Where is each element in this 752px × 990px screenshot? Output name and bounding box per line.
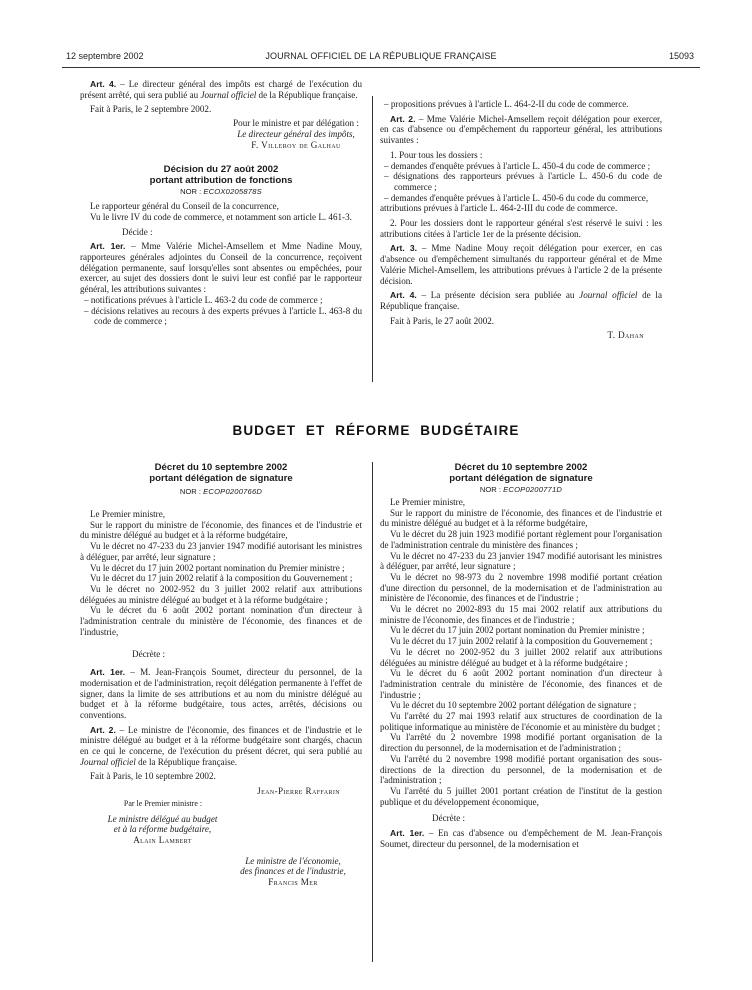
article-1: Art. 1er. – M. Jean-François Soumet, directeur du personnel, de la modernisation et de l'administration, reçoit délégation permanente à l'effet de signer, dans la limite de ses attributions et au nom du ministre délégué au budget et à la réforme budgétaire, tous actes, arrêtés, décisions ou conventions. <box>80 667 362 720</box>
fait-a-paris: Fait à Paris, le 2 septembre 2002. <box>90 104 212 115</box>
decree-heading <box>380 462 662 495</box>
header-rule <box>62 67 700 68</box>
article-1: Art. 1er. – En cas d'absence ou d'empêchement de M. Jean-François Soumet, directeur du personnel, de la modernisation et <box>380 828 662 849</box>
article-2: Art. 2. – Mme Valérie Michel-Amsellem reçoit délégation pour exercer, en cas d'absence ou d'empêchement du rapporteur général, les attributions suivantes : <box>380 113 662 146</box>
decision-heading <box>80 164 362 197</box>
decision-subtitle: portant attribution de fonctions <box>149 175 293 187</box>
decrete-label: Décrète : <box>432 813 466 824</box>
article-2: Art. 2. – Le ministre de l'économie, des finances et de l'industrie et le ministre délégué au budget et à la réforme budgétaire sont chargés, chacun en ce qui le concerne, de l'exécution du présent décret, qui sera publié au Journal officiel de la République française. <box>80 724 362 767</box>
signature-block: Pour le ministre et par délégation : Le directeur général des impôts, F. Villeroy de Galhau <box>230 118 362 150</box>
list-item: – décisions relatives au recours à des experts prévues à l'article L. 463-8 du code de commerce ; <box>84 305 362 327</box>
par-premier-ministre: Par le Premier ministre : <box>123 798 203 808</box>
decrete-label: Décrète : <box>132 649 166 660</box>
decide-label: Décide : <box>122 226 153 237</box>
decision-title: Décision du 27 août 2002 <box>163 164 279 176</box>
list-item: – désignations des rapporteurs prévues à l'article L. 450-6 du code de commerce ; <box>384 171 662 192</box>
article-1: Art. 1er. – Mme Valérie Michel-Amsellem et Mme Nadine Mouy, rapporteures générales adjointes du Conseil de la concurrence, reçoivent délégation permanente, sauf lorsqu'elles sont absentes ou empêchées, pour exercer, au sujet des dossiers dont le suivi leur est confié par le rapporteur général, les attributions suivantes : <box>80 241 362 295</box>
decree-title: Décret du 10 septembre 2002 <box>154 462 288 473</box>
nor-reference: NOR : ECOX0205878S <box>180 187 262 197</box>
nor-reference: NOR : ECOP0200771D <box>479 485 563 494</box>
visas: Le Premier ministre, Sur le rapport du ministre de l'économie, des finances et de l'industrie et du ministre délégué au budget et à la réforme budgétaire, Vu le décret no 47-233 du 23 janvier 1947 modifié autorisant les ministres à déléguer, par arrêté, leur signature ; Vu le décret du 17 juin 2002 portant nomination du Premier ministre ; Vu le décret du 17 juin 2002 relatif à la composition du Gouvernement ; Vu le décret no 2002-952 du 3 juillet 2002 relatif aux attributions déléguées au ministre délégué au budget et à la réforme budgétaire ; Vu le décret du 6 août 2002 portant nomination d'un directeur à l'administration centrale du ministère de l'économie, des finances et de l'industrie, <box>80 509 362 637</box>
running-head <box>62 51 700 65</box>
journal-title: JOURNAL OFFICIEL DE LA RÉPUBLIQUE FRANÇAISE <box>265 51 497 61</box>
list-item: – notifications prévues à l'article L. 463-2 du code de commerce ; <box>84 294 323 305</box>
minister-budget-signature: Le ministre délégué au budget et à la réforme budgétaire, Alain Lambert <box>107 813 218 845</box>
issue-date: 12 septembre 2002 <box>66 51 144 61</box>
bottom-left-column: Décret du 10 septembre 2002 portant délégation de signature NOR : ECOP0200766D Le Premier ministre, Sur le rapport du ministre de l'économie, des finances et de l'industrie et du ministre délégué au budget et à la réforme budgétaire, Vu le décret no 47-233 du 23 janvier 1947 modifié autorisant les ministres à déléguer, par arrêté, leur signature ; Vu le décret du 17 juin 2002 portant nomination du Premier ministre ; Vu le décret du 17 juin 2002 relatif à la composition du Gouvernement ; Vu le décret no 2002-952 du 3 juillet 2002 relatif aux attributions déléguées au ministre délégué au budget et à la réforme budgétaire ; Vu le décret du 6 août 2002 portant nomination d'un directeur à l'administration centrale du ministère de l'économie, des finances et de l'industrie, Décrète : Art. 1er. – M. Jean-François Soumet, directeur du personnel, de la modernisation et de l'administration, reçoit délégation permanente à l'effet de signer, dans la limite de ses attributions et au nom du ministre délégué au budget et à la réforme budgétaire, tous actes, arrêtés, décisions ou conventions. Art. 2. – Le ministre de l'économie, des finances et de l'industrie et le ministre délégué au budget et à la réforme budgétaire sont chargés, chacun en ce qui le concerne, de l'exécution du présent décret, qui sera publié au Journal officiel de la République française. Fait à Paris, le 10 septembre 2002. Jean-Pierre Raffarin Par le Premier ministre : Le ministre délégué au budget et à la réforme budgétaire, Alain Lambert Le ministre de l'économie, des finances et de l'industrie, Francis Mer <box>80 462 362 888</box>
pm-signature: Jean-Pierre Raffarin <box>257 786 340 797</box>
top-right-column: – propositions prévues à l'article L. 464-2-II du code de commerce. Art. 2. – Mme Valérie Michel-Amsellem reçoit délégation pour exercer, en cas d'absence ou d'empêchement du rapporteur général, les attributions suivantes : 1. Pour tous les dossiers : – demandes d'enquête prévues à l'article L. 450-4 du code de commerce ; – désignations des rapporteurs prévues à l'article L. 450-6 du code de commerce ; – demandes d'enquête prévues à l'article L. 450-6 du code du commerce, attributions prévues à l'article L. 464-2-III du code de commerce. 2. Pour les dossiers dont le rapporteur général s'est réservé le suivi : les attributions citées à l'article 1er de la présente décision. Art. 3. – Mme Nadine Mouy reçoit délégation pour exercer, en cas d'absence ou d'empêchement simultanés du rapporteur général et de Mme Valérie Michel-Amsellem, les attributions prévues à l'article 2 de la présente décision. Art. 4. – La présente décision sera publiée au Journal officiel de la République française. Fait à Paris, le 27 août 2002. T. Dahan <box>380 99 662 341</box>
signatory-name: T. Dahan <box>607 330 644 341</box>
column-divider <box>372 462 373 962</box>
nor-reference: NOR : ECOP0200766D <box>179 487 263 496</box>
column-divider <box>372 96 373 382</box>
visas: Le Premier ministre, Sur le rapport du ministre de l'économie, des finances et de l'industrie et du ministre délégué au budget et à la réforme budgétaire, Vu le décret du 28 juin 1923 modifié portant règlement pour l'organisation de l'administration centrale du ministère des finances ; Vu le décret no 47-233 du 23 janvier 1947 modifié autorisant les ministres à déléguer, par arrêté, leur signature ; Vu le décret no 98-973 du 2 novembre 1998 modifié portant création d'une direction du personnel, de la modernisation et de l'administration au ministère de l'économie, des finances et de l'industrie ; Vu le décret no 2002-893 du 15 mai 2002 relatif aux attributions du ministre de l'économie, des finances et de l'industrie ; Vu le décret du 17 juin 2002 portant nomination du Premier ministre ; Vu le décret du 17 juin 2002 relatif à la composition du Gouvernement ; Vu le décret no 2002-952 du 3 juillet 2002 relatif aux attributions déléguées au ministre délégué au budget et à la réforme budgétaire ; Vu le décret du 6 août 2002 portant nomination d'un directeur à l'administration centrale du ministère de l'économie, des finances et de l'industrie ; Vu le décret du 10 septembre 2002 portant délégation de signature ; Vu l'arrêté du 27 mai 1993 relatif aux structures de coordination de la politique informatique au ministère de l'économie et au ministère du budget ; Vu l'arrêté du 2 novembre 1998 modifié portant organisation de la direction du personnel, de la modernisation et de l'administration ; Vu l'arrêté du 2 novembre 1998 modifié portant organisation des sous-directions de la direction du personnel, de la modernisation et de l'administration ; Vu l'arrêté du 5 juillet 2001 portant création de l'institut de la gestion publique et du développement économique, <box>380 497 662 807</box>
list-item: – propositions prévues à l'article L. 464-2-II du code de commerce. <box>384 99 629 109</box>
section-title: BUDGET ET RÉFORME BUDGÉTAIRE <box>232 423 520 438</box>
minister-economy-signature: Le ministre de l'économie, des finances et de l'industrie, Francis Mer <box>240 855 346 888</box>
top-left-column: Art. 4. – Le directeur général des impôts est chargé de l'exécution du présent arrêté, qui sera publié au Journal officiel de la République française. Fait à Paris, le 2 septembre 2002. Pour le ministre et par délégation : Le directeur général des impôts, F. Villeroy de Galhau Décision du 27 août 2002 portant attribution de fonctions NOR : ECOX0205878S Le rapporteur général du Conseil de la concurrence, Vu le livre IV du code de commerce, et notamment son article L. 461-3. Décide : Art. 1er. – Mme Valérie Michel-Amsellem et Mme Nadine Mouy, rapporteures générales adjointes du Conseil de la concurrence, reçoivent délégation permanente, sauf lorsqu'elles sont absentes ou empêchées, pour exercer, au sujet des dossiers dont le suivi leur est confié par le rapporteur général, les attributions suivantes : – notifications prévues à l'article L. 463-2 du code de commerce ; – décisions relatives au recours à des experts prévues à l'article L. 463-8 du code de commerce ; <box>80 79 362 327</box>
article-4-arrete: Art. 4. – Le directeur général des impôts est chargé de l'exécution du présent arrêté, qui sera publié au Journal officiel de la République française. <box>80 79 362 100</box>
decree-heading <box>80 462 362 497</box>
list-item: – demandes d'enquête prévues à l'article L. 450-6 du code du commerce, <box>384 192 649 203</box>
article-3: Art. 3. – Mme Nadine Mouy reçoit délégation pour exercer, en cas d'absence ou d'empêchement simultanés du rapporteur général et de Mme Valérie Michel-Amsellem, les attributions prévues à l'article 2 de la présente décision. <box>380 243 662 286</box>
decree-title: Décret du 10 septembre 2002 <box>454 462 588 473</box>
decree-subtitle: portant délégation de signature <box>449 473 593 484</box>
bottom-right-column <box>380 462 662 850</box>
signatory-name: F. Villeroy de Galhau <box>251 139 341 150</box>
article-4: Art. 4. – La présente décision sera publiée au Journal officiel de la République française. <box>380 290 662 311</box>
list-item: – demandes d'enquête prévues à l'article L. 450-4 du code de commerce ; <box>384 160 651 171</box>
decree-subtitle: portant délégation de signature <box>149 473 293 484</box>
page-number: 15093 <box>668 51 694 61</box>
